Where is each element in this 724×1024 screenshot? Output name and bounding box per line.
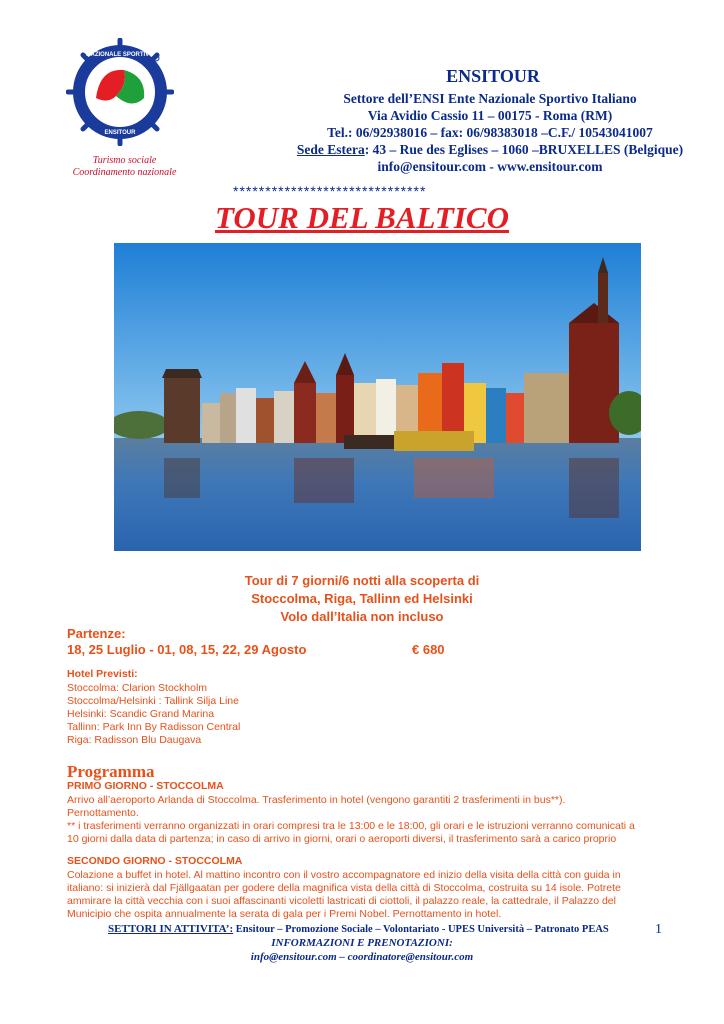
svg-text:ENSITOUR: ENSITOUR (104, 130, 136, 136)
day1-line: Arrivo all’aeroporto Arlanda di Stoccolma. Trasferimento in hotel (vengono garantiti 2 trasferimenti in bus**). (67, 794, 566, 806)
tagline-line-2: Coordinamento nazionale (72, 167, 177, 178)
tour-cities: Stoccolma, Riga, Tallinn ed Helsinki (251, 591, 473, 606)
page-number: 1 (655, 922, 662, 937)
settori-text: Ensitour – Promozione Sociale – Volontariato - UPES Università – Patronato PEAS (233, 924, 609, 935)
day1-text (67, 794, 667, 846)
hotel-item: Helsinki: Scandic Grand Marina (67, 708, 215, 720)
org-name: ENSITOUR (446, 66, 540, 86)
day1-line: 10 giorni dalla data di partenza; in caso di arrivo in giorni, orari o aeroporti diversi, il trasferimento sarà a carico proprio (67, 833, 617, 845)
hotel-item: Stoccolma/Helsinki : Tallink Silja Line (67, 695, 239, 707)
partenze-dates: 18, 25 Luglio - 01, 08, 15, 22, 29 Agosto (67, 642, 307, 657)
hotel-item: Tallinn: Park Inn By Radisson Central (67, 721, 241, 733)
hotel-item: Riga: Radisson Blu Daugava (67, 734, 202, 746)
partenze-label: Partenze: (67, 626, 126, 641)
sede-estera-address: : 43 – Rue des Eglises – 1060 –BRUXELLES (Belgique) (364, 142, 684, 157)
day2-line: Municipio che ospita annualmente la serata di gala per i Premi Nobel. Pernottamento in hotel. (67, 908, 502, 920)
day1-line: Pernottamento. (67, 807, 139, 819)
header-contacts[interactable]: info@ensitour.com - www.ensitour.com (377, 159, 603, 174)
price: € 680 (412, 642, 445, 657)
tagline (52, 155, 197, 179)
hotel-label: Hotel Previsti: (67, 668, 138, 680)
footer-settori (108, 923, 609, 935)
header-phone: Tel.: 06/92938016 – fax: 06/98383018 –C.F./ 10543041007 (327, 125, 653, 140)
footer-emails[interactable]: info@ensitour.com – coordinatore@ensitour.com (250, 951, 474, 963)
hotel-item: Stoccolma: Clarion Stockholm (67, 682, 208, 694)
footer-info-label: INFORMAZIONI E PRENOTAZIONI: (271, 937, 453, 949)
day2-line: italiano: si inizierà dal Fjällgaatan per godere della magnifica vista della città di Stoccolma, costruita su 14 isole. Potrete (67, 882, 621, 894)
city-photo (114, 243, 641, 551)
sede-estera-label: Sede Estera (296, 142, 365, 157)
page-title: TOUR DEL BALTICO (215, 200, 509, 235)
day2-title: SECONDO GIORNO - STOCCOLMA (67, 855, 243, 867)
day1-title: PRIMO GIORNO - STOCCOLMA (67, 780, 224, 792)
tour-duration: Tour di 7 giorni/6 notti alla scoperta di (244, 573, 480, 588)
header-line-1: Settore dell’ENSI Ente Nazionale Sportivo Italiano (343, 91, 637, 106)
svg-text:NAZIONALE SPORTIVO: NAZIONALE SPORTIVO (86, 52, 154, 58)
header-address: Via Avidio Cassio 11 – 00175 - Roma (RM) (367, 108, 613, 123)
tour-flight-note: Volo dall’Italia non incluso (280, 609, 444, 624)
ensitour-logo (66, 38, 174, 146)
programma-title: Programma (67, 762, 155, 781)
separator: ****************************** (233, 183, 427, 199)
day2-line: Colazione a buffet in hotel. Al mattino incontro con il vostro accompagnatore ed inizio della visita della città con guida in (67, 869, 621, 881)
day2-text (67, 869, 667, 921)
day2-line: ammirare la città vecchia con i suoi affascinanti vicoletti lastricati di ciottoli, il palazzo reale, la cattedrale, il Palazzo del (67, 895, 616, 907)
day1-line: ** i trasferimenti verranno organizzati in orari compresi tra le 13:00 e le 18:00, gli orari e le istruzioni verranno comunicati a (67, 820, 635, 832)
tagline-line-1: Turismo sociale (92, 155, 157, 166)
header-foreign-office (255, 141, 724, 158)
settori-label: SETTORI IN ATTIVITA’: (108, 923, 234, 935)
